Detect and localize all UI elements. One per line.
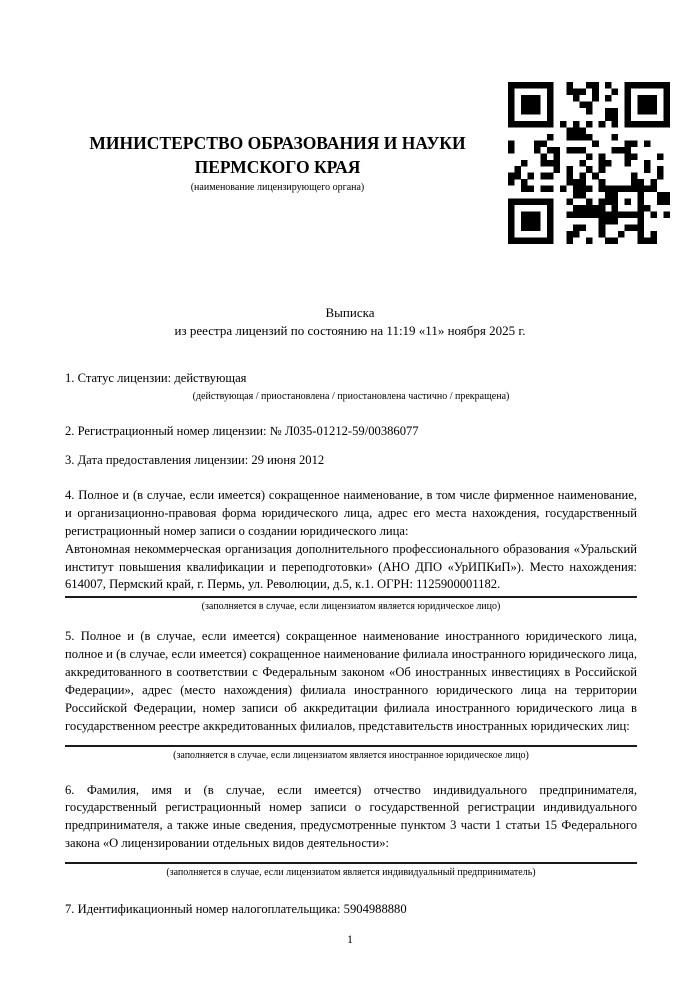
item-6-individual-entrepreneur [65,782,637,880]
qr-code-icon [508,82,670,244]
page-number: 1 [347,932,353,946]
grant-date-text: 3. Дата предоставления лицензии: 29 июня 2012 [65,453,325,468]
ministry-name-line2: ПЕРМСКОГО КРАЯ [194,156,361,177]
registration-number-text: 2. Регистрационный номер лицензии: № Л035-01212-59/00386077 [65,424,419,439]
item-5-foreign-entity [65,628,637,761]
legal-entity-answer: Автономная некоммерческая организация дополнительного профессионального образования «Уральский институт повышения квалификации и переподготовки» (АНО ДПО «УрИПКиП»). Место нахождения: 614007, Пермский край, г. Пермь, ул. Революции, д.5, к.1. ОГРН: 1125900001182. [65,541,637,592]
item-4-legal-entity [65,487,637,613]
license-status-text: 1. Статус лицензии: действующая [65,371,247,386]
ministry-name-line1: МИНИСТЕРСТВО ОБРАЗОВАНИЯ И НАУКИ [89,133,466,153]
foreign-entity-question: 5. Полное и (в случае, если имеется) сокращенное наименование иностранного юридического лица, полное и (в случае, если имеется) сокращенное наименование филиала иностранного юридического лица, аккредитованного в соответствии с Федеральным законом «Об иностранных инвестициях в Российской Федерации», адрес (место нахождения) филиала иностранного юридического лица на территории Российской Федерации, номер записи об аккредитации филиала иностранного юридического лица в государственном реестре аккредитованных филиалов, представительств иностранных юридических лиц: [65,629,637,733]
foreign-entity-caption: (заполняется в случае, если лицензиатом является иностранное юридическое лицо) [173,749,529,761]
document-body [65,370,637,919]
legal-entity-rule [65,596,637,598]
document-title-line1: Выписка [325,305,375,320]
entrepreneur-caption: (заполняется в случае, если лицензиатом является индивидуальный предприниматель) [166,867,536,878]
ministry-caption: (наименование лицензирующего органа) [190,182,365,194]
item-2-registration-number [65,423,637,441]
legal-entity-caption: (заполняется в случае, если лицензиатом является юридическое лицо) [201,601,501,613]
license-status-caption: (действующая / приостановлена / приостановлена частично / прекращена) [192,391,510,403]
item-3-grant-date [65,452,637,470]
foreign-entity-rule [65,745,637,747]
item-7-taxpayer-id [65,901,637,919]
entrepreneur-question: 6. Фамилия, имя и (в случае, если имеется) отчество индивидуального предпринимателя, государственный регистрационный номер записи о государственной регистрации индивидуального предпринимателя, а также иные сведения, предусмотренные пунктом 3 части 1 статьи 15 Федерального закона «О лицензировании отдельных видов деятельности»: [65,782,637,851]
entrepreneur-rule [65,862,637,864]
header-row [0,0,700,244]
document-title [0,304,700,340]
licensing-authority-block [65,132,490,193]
legal-entity-question: 4. Полное и (в случае, если имеется) сокращенное наименование, в том числе фирменное наименование, и организационно-правовая форма юридического лица, адрес его места нахождения, государственный регистрационный номер записи о создании юридического лица: [65,488,637,538]
document-title-line2: из реестра лицензий по состоянию на 11:19 «11» ноября 2025 г. [174,323,526,339]
taxpayer-id-text: 7. Идентификационный номер налогоплательщика: 5904988880 [65,902,407,916]
item-1-license-status [65,370,637,403]
